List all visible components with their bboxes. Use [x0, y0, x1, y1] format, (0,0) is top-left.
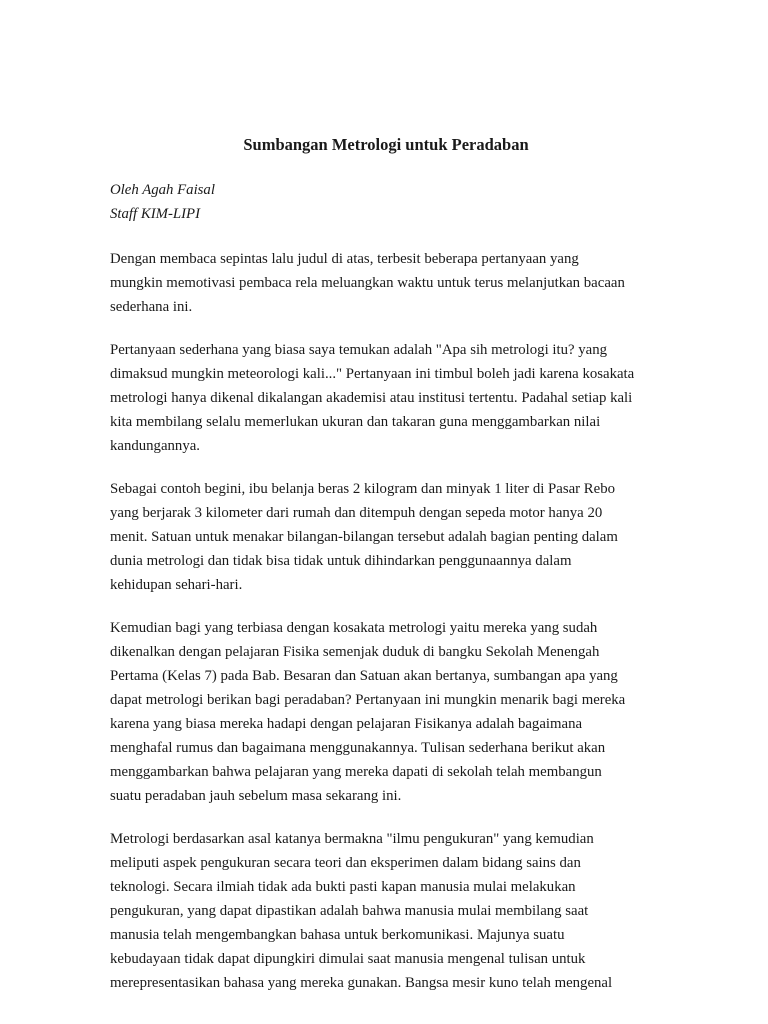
paragraph-4: Kemudian bagi yang terbiasa dengan kosakata metrologi yaitu mereka yang sudah dikenalkan dengan pelajaran Fisika semenjak duduk di bangku Sekolah Menengah Pertama (Kelas 7) pada Bab. Besaran dan Satuan akan bertanya, sumbangan apa yang dapat metrologi berikan bagi peradaban? Pertanyaan ini mungkin menarik bagi mereka karena yang biasa mereka hadapi dengan pelajaran Fisikanya adalah bagaimana menghafal rumus dan bagaimana menggunakannya. Tulisan sederhana berikut akan menggambarkan bahwa pelajaran yang mereka dapati di sekolah telah membangun suatu peradaban jauh sebelum masa sekarang ini. [110, 620, 626, 804]
paragraph-3: Sebagai contoh begini, ibu belanja beras 2 kilogram dan minyak 1 liter di Pasar Rebo yang berjarak 3 kilometer dari rumah dan ditempuh dengan sepeda motor hanya 20 menit. Satuan untuk menakar bilangan-bilangan tersebut adalah bagian penting dalam dunia metrologi dan tidak bisa tidak untuk dihindarkan penggunaannya dalam kehidupan sehari-hari. [110, 481, 618, 593]
author-block [110, 178, 662, 226]
author-name: Oleh Agah Faisal [110, 182, 215, 198]
document-content [110, 132, 662, 1014]
paragraph-5: Metrologi berdasarkan asal katanya bermakna "ilmu pengukuran" yang kemudian meliputi aspek pengukuran secara teori dan eksperimen dalam bidang sains dan teknologi. Secara ilmiah tidak ada bukti pasti kapan manusia mulai melakukan pengukuran, yang dapat dipastikan adalah bahwa manusia mulai membilang saat manusia telah mengembangkan bahasa untuk berkomunikasi. Majunya suatu kebudayaan tidak dapat dipungkiri dimulai saat manusia mengenal tulisan untuk merepresentasikan bahasa yang mereka gunakan. Bangsa mesir kuno telah mengenal [110, 831, 613, 991]
author-affiliation: Staff KIM-LIPI [110, 206, 201, 222]
paragraph-1: Dengan membaca sepintas lalu judul di atas, terbesit beberapa pertanyaan yang mungkin memotivasi pembaca rela meluangkan waktu untuk terus melanjutkan bacaan sederhana ini. [110, 251, 625, 315]
document-title: Sumbangan Metrologi untuk Peradaban [243, 135, 529, 154]
paragraph-2: Pertanyaan sederhana yang biasa saya temukan adalah "Apa sih metrologi itu? yang dimaksud mungkin meteorologi kali..." Pertanyaan ini timbul boleh jadi karena kosakata metrologi hanya dikenal dikalangan akademisi atau institusi tertentu. Padahal setiap kali kita membilang selalu memerlukan ukuran dan takaran guna menggambarkan nilai kandungannya. [110, 342, 635, 454]
